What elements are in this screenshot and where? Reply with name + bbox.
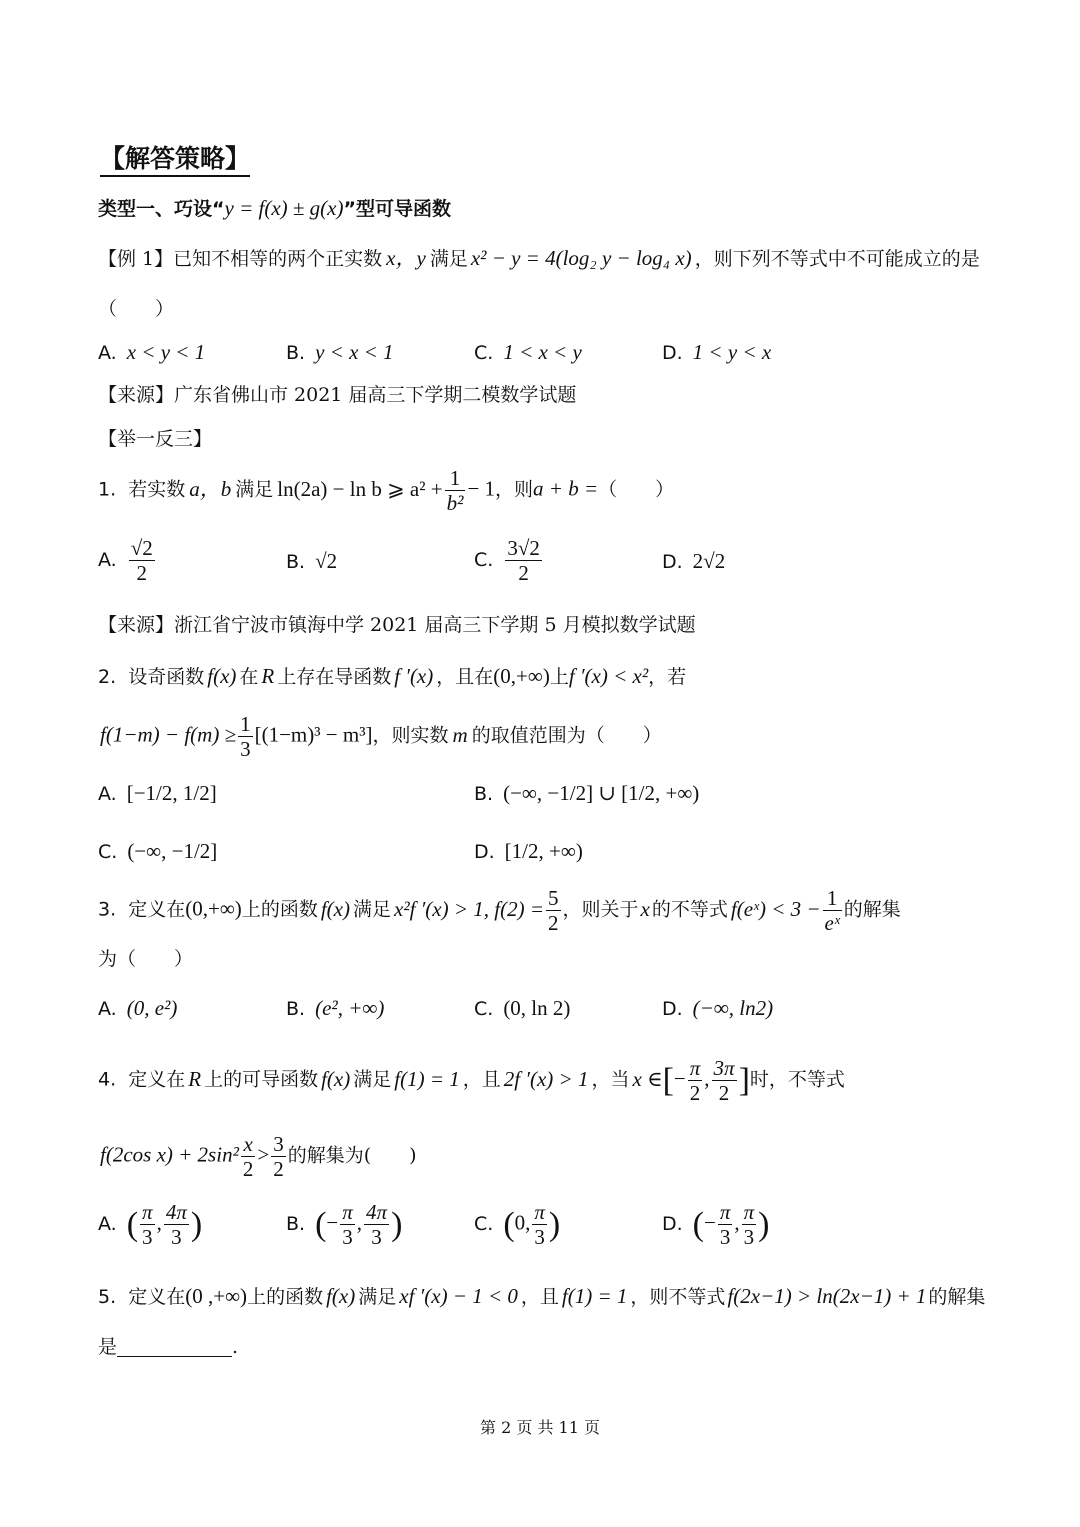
example-option-a: A. x < y < 1: [98, 340, 206, 364]
q1-option-c: C. $\frac{3√2}{2}$: [474, 536, 540, 586]
practice-label: 【举一反三】: [98, 428, 213, 450]
q3-option-a: A. (0, e²): [98, 996, 178, 1020]
example-1-paren: （ ）: [98, 298, 175, 320]
q1-source: 【来源】浙江省宁波市镇海中学 2021 届高三下学期 5 月模拟数学试题: [98, 614, 696, 636]
q4-stem-line2: f(2cos x) + 2sin² $\frac{x}{2}$ > $\frac{3}{2}$ 的解集为( ): [100, 1132, 417, 1182]
q3-option-c: C. (0, ln 2): [474, 996, 571, 1020]
q4-option-c: C. (0, $\frac{\pi}{3}$ ): [474, 1200, 561, 1250]
q3-option-d: D. (−∞, ln2): [662, 996, 774, 1020]
q5-stem-line2: 是 .: [98, 1336, 239, 1358]
q3-stem-line2: 为（ ）: [98, 948, 194, 970]
q3-stem-line1: 3. 定义在(0,+∞)上的函数 f(x) 满足 x²f ′(x) > 1, f(2) = $\frac{5}{2}$ ，则关于x 的不等式 f(eˣ) < 3 − $\frac{1}{\text{eˣ}}$ 的解集: [98, 886, 901, 936]
q4-option-a: A. ( $\frac{\pi}{3}$ , $\frac{4\pi}{3}$ ): [98, 1200, 203, 1250]
q1-option-b: B. √2: [286, 549, 338, 573]
example-option-c: C. 1 < x < y: [474, 340, 582, 364]
q2-stem-line2: f(1−m) − f(m) ≥ $\frac{1}{3}$ [(1−m)³ − m³]，则实数 m 的取值范围为（ ）: [100, 712, 662, 762]
q2-option-b: B. (−∞, −1/2] ∪ [1/2, +∞): [474, 781, 700, 805]
q1-option-d: D. 2√2: [662, 549, 726, 573]
example-1-stem: 【例 1】已知不相等的两个正实数 x，y 满足 x² − y = 4(log₂ y − log₄ x) ，则下列不等式中不可能成立的是: [98, 246, 980, 270]
q3-option-b: B. (e², +∞): [286, 996, 385, 1020]
example-option-d: D. 1 < y < x: [662, 340, 772, 364]
answer-blank[interactable]: [117, 1338, 232, 1357]
q4-option-d: D. (− $\frac{\pi}{3}$ , $\frac{\pi}{3}$ ): [662, 1200, 770, 1250]
q2-option-d: D. [1/2, +∞): [474, 839, 583, 863]
q5-stem-line1: 5. 定义在(0 ,+∞)上的函数 f(x) 满足 xf ′(x) − 1 < 0 ，且 f(1) = 1 ，则不等式f(2x−1) > ln(2x−1) + 1 的解集: [98, 1284, 986, 1308]
q1-stem: 1. 若实数 a，b 满足 ln(2a) − ln b ⩾ a² + $\frac{1}{\text{b²}}$ − 1，则a + b =（ ）: [98, 466, 675, 516]
q2-option-c: C. (−∞, −1/2]: [98, 839, 218, 863]
q4-option-b: B. (− $\frac{\pi}{3}$ , $\frac{4\pi}{3}$ ): [286, 1200, 403, 1250]
q2-option-a: A. [−1/2, 1/2]: [98, 781, 217, 805]
example-source: 【来源】广东省佛山市 2021 届高三下学期二模数学试题: [98, 384, 577, 406]
q1-option-a: A. $\frac{√2}{2}$: [98, 536, 153, 586]
q4-stem-line1: 4. 定义在 R 上的可导函数 f(x) 满足 f(1) = 1 ，且 2f ′(x) > 1 ，当 x ∈[− $\frac{\pi}{2}$ , $\frac{3\pi}{2}$ ]时，不等式: [98, 1056, 845, 1106]
example-option-b: B. y < x < 1: [286, 340, 394, 364]
page-footer: 第 2 页 共 11 页: [480, 1418, 600, 1437]
q2-stem-line1: 2. 设奇函数 f(x) 在 R 上存在导函数 f ′(x) ，且在(0,+∞)上f ′(x) < x²，若: [98, 664, 687, 688]
section-title: 【解答策略】: [100, 146, 250, 171]
type-heading: 类型一、巧设“y = f(x) ± g(x)”型可导函数: [98, 196, 451, 220]
